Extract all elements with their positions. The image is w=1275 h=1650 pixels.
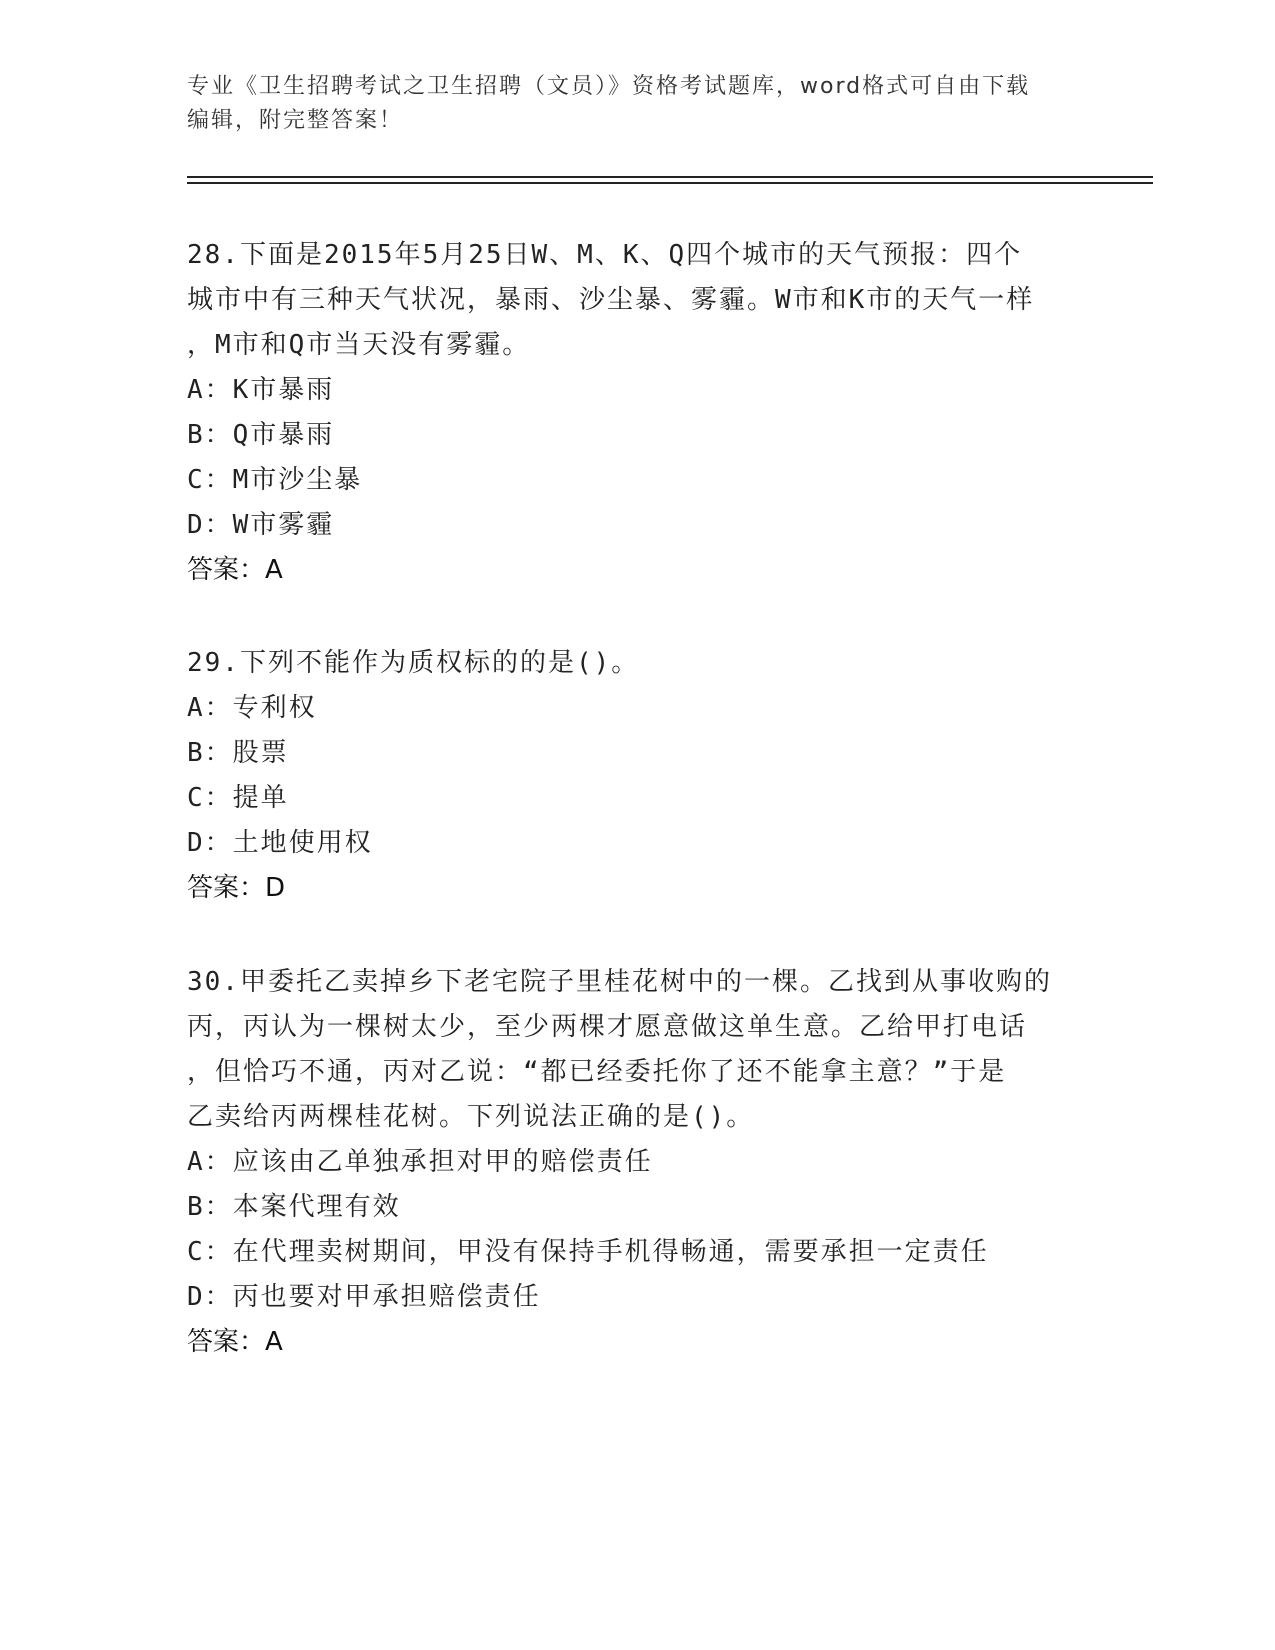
document-intro bbox=[187, 70, 1087, 138]
option-c: C：在代理卖树期间，甲没有保持手机得畅通，需要承担一定责任 bbox=[187, 1237, 989, 1267]
option-a: A：K市暴雨 bbox=[187, 375, 335, 405]
question-29 bbox=[187, 641, 1087, 911]
option-c: C：M市沙尘暴 bbox=[187, 465, 363, 495]
header-divider-bottom bbox=[187, 182, 1153, 184]
question-stem-line: 28.下面是2015年5月25日W、M、K、Q四个城市的天气预报：四个 bbox=[187, 240, 1023, 270]
question-stem-line: 丙，丙认为一棵树太少，至少两棵才愿意做这单生意。乙给甲打电话 bbox=[187, 1012, 1028, 1042]
option-b: B：股票 bbox=[187, 738, 289, 768]
answer-label: 答案：A bbox=[187, 555, 283, 585]
intro-line-1: 专业《卫生招聘考试之卫生招聘（文员）》资格考试题库，word格式可自由下载 bbox=[187, 74, 1031, 99]
question-stem-line: 30.甲委托乙卖掉乡下老宅院子里桂花树中的一棵。乙找到从事收购的 bbox=[187, 967, 1052, 997]
option-a: A：应该由乙单独承担对甲的赔偿责任 bbox=[187, 1147, 653, 1177]
option-b: B：Q市暴雨 bbox=[187, 420, 335, 450]
option-d: D：W市雾霾 bbox=[187, 510, 335, 540]
answer-label: 答案：D bbox=[187, 873, 286, 903]
question-stem-line: ，M市和Q市当天没有雾霾。 bbox=[187, 330, 531, 360]
question-stem-line: 城市中有三种天气状况，暴雨、沙尘暴、雾霾。W市和K市的天气一样 bbox=[187, 285, 1035, 315]
question-stem-line: 乙卖给丙两棵桂花树。下列说法正确的是()。 bbox=[187, 1102, 755, 1132]
answer-label: 答案：A bbox=[187, 1327, 283, 1357]
question-30 bbox=[187, 960, 1087, 1365]
option-d: D：丙也要对甲承担赔偿责任 bbox=[187, 1282, 541, 1312]
option-c: C：提单 bbox=[187, 783, 289, 813]
question-stem-line: ，但恰巧不通，丙对乙说：“都已经委托你了还不能拿主意？”于是 bbox=[187, 1057, 1007, 1087]
intro-line-2: 编辑，附完整答案！ bbox=[187, 108, 404, 133]
question-28 bbox=[187, 233, 1087, 593]
option-a: A：专利权 bbox=[187, 693, 317, 723]
option-b: B：本案代理有效 bbox=[187, 1192, 401, 1222]
header-divider-top bbox=[187, 176, 1153, 178]
option-d: D：土地使用权 bbox=[187, 828, 373, 858]
question-stem-line: 29.下列不能作为质权标的的是()。 bbox=[187, 648, 640, 678]
